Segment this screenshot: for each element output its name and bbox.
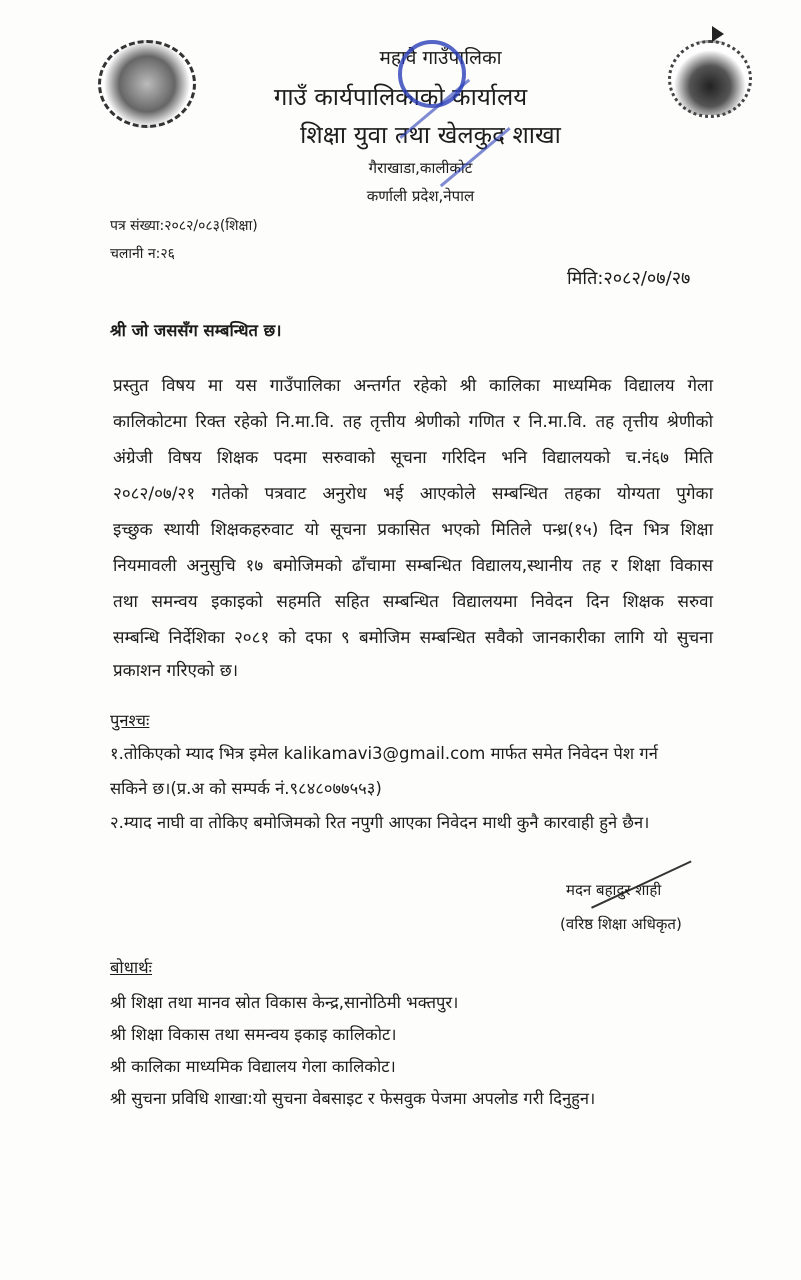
nepal-flag-icon <box>712 26 724 42</box>
postscript-line: २.म्याद नाघी वा तोकिए बमोजिमको रित नपुगी आएका निवेदन माथी कुनै कारवाही हुने छैन। <box>110 813 650 832</box>
cc-item: श्री शिक्षा तथा मानव स्रोत विकास केन्द्र,सानोठिमी भक्तपुर। <box>110 993 459 1012</box>
cc-heading: बोधार्थः <box>110 958 152 977</box>
letter-number: पत्र संख्या:२०८२/०८३(शिक्षा) <box>110 218 258 234</box>
body-line: तथा समन्वय इकाइको सहमति सहित सम्बन्धित विद्यालयमा निवेदन दिन शिक्षक सरुवा <box>113 592 713 612</box>
letter-date: मिति:२०८२/०७/२७ <box>567 268 691 289</box>
postscript-line: सकिने छ।(प्र.अ को सम्पर्क नं.९८४८०७७५५३) <box>110 779 382 798</box>
postscript-heading: पुनश्चः <box>110 711 150 730</box>
cc-item: श्री सुचना प्रविधि शाखा:यो सुचना वेबसाइट र फेसवुक पेजमा अपलोड गरी दिनुहुन। <box>110 1089 596 1108</box>
dispatch-number: चलानी न:२६ <box>110 246 175 262</box>
header-municipality: महावै गाउँपालिका <box>379 47 502 69</box>
signatory-stamp <box>555 872 561 880</box>
body-line: प्रकाशन गरिएको छ। <box>113 661 239 681</box>
body-line: प्रस्तुत विषय मा यस गाउँपालिका अन्तर्गत रहेको श्री कालिका माध्यमिक विद्यालय गेला <box>113 376 713 396</box>
header-section: शिक्षा युवा तथा खेलकुद शाखा <box>300 121 561 149</box>
cc-item: श्री शिक्षा विकास तथा समन्वय इकाइ कालिकोट। <box>110 1025 397 1044</box>
signatory-title: (वरिष्ठ शिक्षा अधिकृत) <box>560 915 682 933</box>
body-line: इच्छुक स्थायी शिक्षकहरुवाट यो सूचना प्रकासित भएको मितिले पन्ध्र(१५) दिन भित्र शिक्षा <box>113 520 713 540</box>
header-province: कर्णाली प्रदेश,नेपाल <box>366 187 475 205</box>
body-line: नियमावली अनुसुचि १७ बमोजिमको ढाँचामा सम्बन्धित विद्यालय,स्थानीय तह र शिक्षा विकास <box>113 556 713 576</box>
signatory-name: मदन बहादुर शाही <box>566 881 662 899</box>
postscript-line: १.तोकिएको म्याद भित्र इमेल kalikamavi3@gmail.com मार्फत समेत निवेदन पेश गर्न <box>110 744 658 763</box>
body-line: २०८२/०७/२१ गतेको पत्रवाट अनुरोध भई आएकोले सम्बन्धित तहका योग्यता पुगेका <box>113 484 713 504</box>
body-line: अंग्रेजी विषय शिक्षक पदमा सरुवाको सूचना गरिदिन भनि विद्यालयको च.नं६७ मिति <box>113 448 713 468</box>
body-line: सम्बन्धि निर्देशिका २०८१ को दफा ९ बमोजिम सम्बन्धित सवैको जानकारीका लागि यो सुचना <box>113 628 713 648</box>
header-address: गैराखाडा,कालीकोट <box>368 159 473 177</box>
body-line: कालिकोटमा रिक्त रहेको नि.मा.वि. तह तृत्तीय श्रेणीको गणित र नि.मा.वि. तह तृत्तीय श्रेणीको <box>113 412 713 432</box>
cc-item: श्री कालिका माध्यमिक विद्यालय गेला कालिकोट। <box>110 1057 396 1076</box>
header-office: गाउँ कार्यपालिकाको कार्यालय <box>273 83 528 111</box>
salutation: श्री जो जससँग सम्बन्धित छ। <box>110 321 282 340</box>
